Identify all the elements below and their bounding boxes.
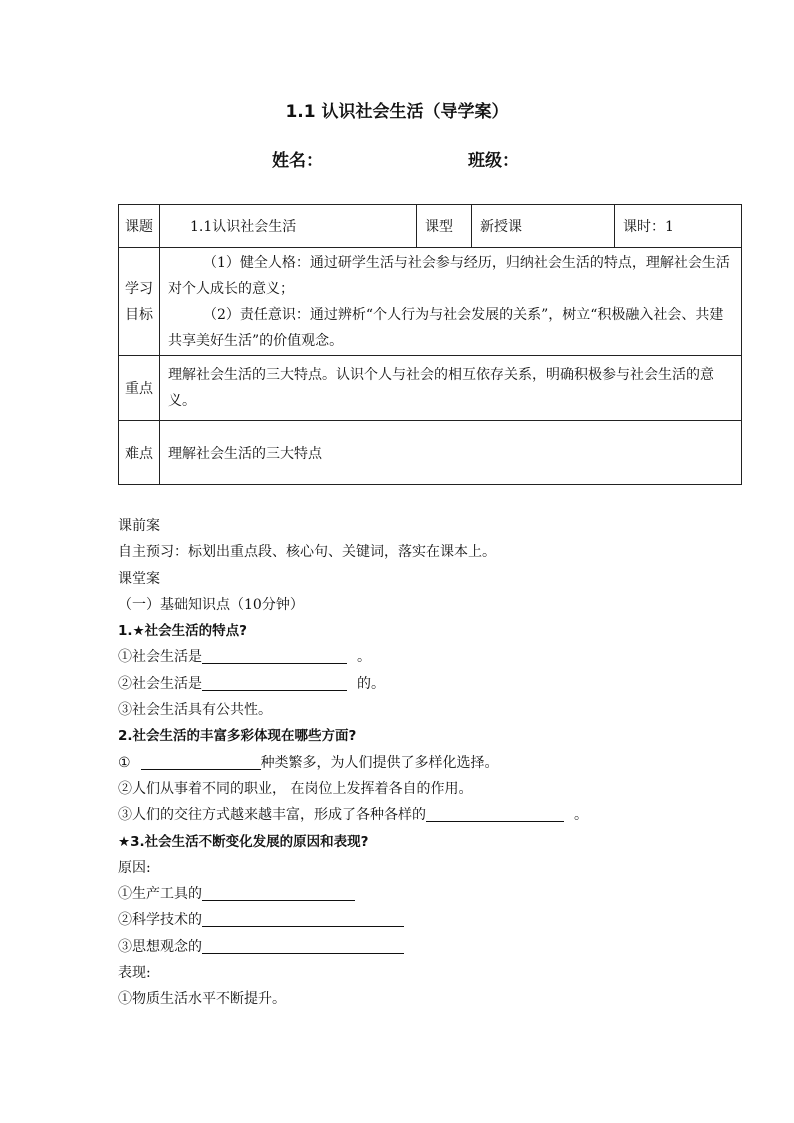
table-row-difficulty <box>119 421 742 485</box>
fill-blank[interactable] <box>141 753 261 770</box>
lesson-plan-table <box>118 204 742 485</box>
key-value: 理解社会生活的三大特点。认识个人与社会的相互依存关系，明确积极参与社会生活的意义。 <box>160 356 742 421</box>
manifest-label: 表现: <box>118 965 151 982</box>
class-label: 班级： <box>468 151 519 171</box>
difficulty-value: 理解社会生活的三大特点 <box>160 421 742 485</box>
q2-item-a: ① 种类繁多，为人们提供了多样化选择。 <box>118 754 499 771</box>
fill-blank[interactable] <box>202 910 404 927</box>
fill-blank[interactable] <box>426 805 564 822</box>
fill-blank[interactable] <box>202 884 355 901</box>
worksheet-body <box>118 513 758 1013</box>
q2-item-c: ③人们的交往方式越来越丰富，形成了各种各样的 。 <box>118 807 588 824</box>
goals-label-line-1: 学习 <box>125 280 153 297</box>
question-2: 2.社会生活的丰富多彩体现在哪些方面? <box>118 728 357 745</box>
reason-2: ②科学技术的 <box>118 907 758 933</box>
table-row-goals <box>119 248 742 356</box>
goal-1: （1）健全人格：通过研学生活与社会参与经历，归纳社会生活的特点，理解社会生活对个人成长的意义； <box>168 254 730 297</box>
reason-1: ①生产工具的 <box>118 881 758 907</box>
question-1: 1.★社会生活的特点? <box>118 623 247 640</box>
topic-value: 1.1认识社会生活 <box>160 205 417 248</box>
q1-item-c: ③社会生活具有公共性。 <box>118 702 272 719</box>
q1-item-a: ①社会生活是 。 <box>118 649 371 666</box>
period-value: 课时：1 <box>615 205 742 248</box>
topic-label: 课题 <box>119 205 160 248</box>
q1-item-b: ②社会生活是 的。 <box>118 675 385 692</box>
reason-3: ③思想观念的 <box>118 934 758 960</box>
type-label: 课型 <box>417 205 472 248</box>
goals-value <box>160 248 742 356</box>
table-row-key <box>119 356 742 421</box>
name-label: 姓名： <box>272 151 323 171</box>
section-1-heading: （一）基础知识点（10分钟） <box>118 596 304 613</box>
goals-label <box>119 248 160 356</box>
self-study-text: 自主预习：标划出重点段、核心句、关键词，落实在课本上。 <box>118 544 496 561</box>
fill-blank[interactable] <box>202 647 347 664</box>
manifest-1: ①物质生活水平不断提升。 <box>118 991 286 1008</box>
q2-item-b: ②人们从事着不同的职业， 在岗位上发挥着各自的作用。 <box>118 780 473 797</box>
reason-label: 原因: <box>118 859 151 876</box>
goals-label-line-2: 目标 <box>125 306 153 323</box>
page-title: 1.1 认识社会生活（导学案） <box>285 102 509 122</box>
in-class-heading: 课堂案 <box>118 570 160 587</box>
difficulty-label: 难点 <box>119 421 160 485</box>
question-3: ★3.社会生活不断变化发展的原因和表现? <box>118 833 369 850</box>
table-row-topic <box>119 205 742 248</box>
type-value: 新授课 <box>472 205 615 248</box>
goal-2: （2）责任意识：通过辨析“个人行为与社会发展的关系”，树立“积极融入社会、共建共享美好生活”的价值观念。 <box>168 306 724 349</box>
fill-blank[interactable] <box>202 674 347 691</box>
pre-class-heading: 课前案 <box>118 518 160 534</box>
fill-blank[interactable] <box>202 937 404 954</box>
name-class-line <box>0 146 794 170</box>
key-label: 重点 <box>119 356 160 421</box>
